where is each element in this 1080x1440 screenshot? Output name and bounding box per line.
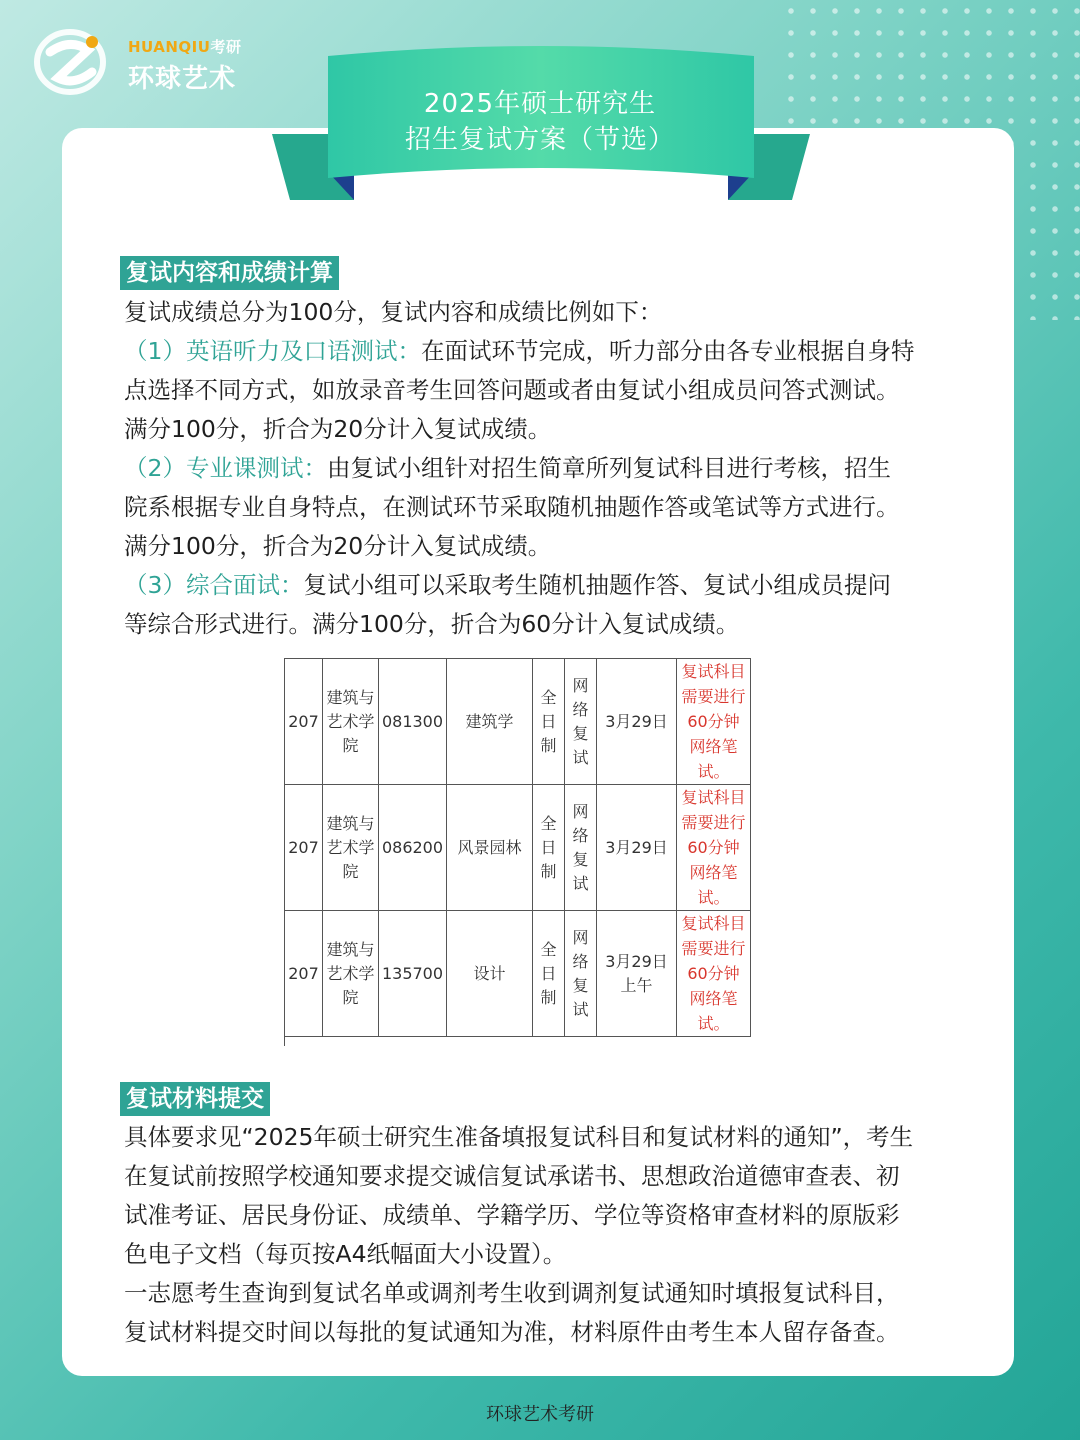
materials-line-5: 一志愿考生查询到复试名单或调剂考生收到调剂复试通知时填报复试科目， — [124, 1279, 900, 1307]
cell-note: 复试科目 需要进行 60分钟 网络笔 试。 — [677, 785, 751, 911]
cell-major-code: 081300 — [379, 659, 447, 785]
item-english-line-1: （1）英语听力及口语测试：在面试环节完成，听力部分由各专业根据自身特 — [124, 337, 915, 365]
cell-exam-form: 网 络 复 试 — [565, 785, 597, 911]
section-heading-score: 复试内容和成绩计算 — [120, 256, 339, 290]
title-line-1: 2025年硕士研究生 — [423, 89, 657, 119]
cell-major: 建筑学 — [447, 659, 533, 785]
exam-schedule-table — [284, 658, 751, 1037]
cell-exam-form: 网 络 复 试 — [565, 659, 597, 785]
table-cut-edge — [284, 1034, 751, 1046]
table-row — [285, 785, 751, 911]
footer-brand: 环球艺术考研 — [486, 1404, 594, 1425]
materials-section-body — [124, 1118, 984, 1352]
cell-code: 207 — [285, 785, 323, 911]
item-english-line-3: 满分100分，折合为20分计入复试成绩。 — [124, 415, 552, 443]
cell-code: 207 — [285, 911, 323, 1037]
cell-date: 3月29日 上午 — [597, 911, 677, 1037]
cell-school: 建筑与 艺术学 院 — [323, 785, 379, 911]
cell-note: 复试科目 需要进行 60分钟 网络笔 试。 — [677, 659, 751, 785]
cell-study-mode: 全 日 制 — [533, 659, 565, 785]
cell-code: 207 — [285, 659, 323, 785]
materials-line-2: 在复试前按照学校通知要求提交诚信复试承诺书、思想政治道德审查表、初 — [124, 1162, 900, 1190]
logo-english: HUANQIU考研 — [128, 38, 242, 56]
logo-mark-icon — [34, 28, 106, 96]
table-row — [285, 911, 751, 1037]
cell-major: 风景园林 — [447, 785, 533, 911]
item-major-line-3: 满分100分，折合为20分计入复试成绩。 — [124, 532, 552, 560]
cell-major: 设计 — [447, 911, 533, 1037]
item-english-line-2: 点选择不同方式，如放录音考生回答问题或者由复试小组成员问答式测试。 — [124, 376, 900, 404]
materials-line-6: 复试材料提交时间以每批的复试通知为准，材料原件由考生本人留存备查。 — [124, 1318, 900, 1346]
cell-major-code: 135700 — [379, 911, 447, 1037]
title-line-2: 招生复试方案（节选） — [404, 125, 675, 155]
score-intro: 复试成绩总分为100分，复试内容和成绩比例如下： — [124, 298, 663, 326]
item-interview-line-1: （3）综合面试：复试小组可以采取考生随机抽题作答、复试小组成员提问 — [124, 571, 891, 599]
table-row — [285, 659, 751, 785]
cell-date: 3月29日 — [597, 659, 677, 785]
page-title — [328, 86, 752, 158]
cell-study-mode: 全 日 制 — [533, 911, 565, 1037]
score-section-body — [124, 293, 984, 644]
cell-school: 建筑与 艺术学 院 — [323, 659, 379, 785]
item-major-line-2: 院系根据专业自身特点，在测试环节采取随机抽题作答或笔试等方式进行。 — [124, 493, 900, 521]
item-interview-line-2: 等综合形式进行。满分100分，折合为60分计入复试成绩。 — [124, 610, 740, 638]
materials-line-1: 具体要求见“2025年硕士研究生准备填报复试科目和复试材料的通知”，考生 — [124, 1123, 914, 1151]
cell-exam-form: 网 络 复 试 — [565, 911, 597, 1037]
materials-line-3: 试准考证、居民身份证、成绩单、学籍学历、学位等资格审查材料的原版彩 — [124, 1201, 900, 1229]
brand-logo — [34, 28, 264, 98]
logo-chinese: 环球艺术 — [128, 64, 237, 94]
cell-note: 复试科目 需要进行 60分钟 网络笔 试。 — [677, 911, 751, 1037]
item-major-line-1: （2）专业课测试：由复试小组针对招生简章所列复试科目进行考核，招生 — [124, 454, 891, 482]
cell-school: 建筑与 艺术学 院 — [323, 911, 379, 1037]
cell-study-mode: 全 日 制 — [533, 785, 565, 911]
cell-date: 3月29日 — [597, 785, 677, 911]
section-heading-materials: 复试材料提交 — [120, 1082, 270, 1116]
materials-line-4: 色电子文档（每页按A4纸幅面大小设置）。 — [124, 1240, 567, 1268]
cell-major-code: 086200 — [379, 785, 447, 911]
